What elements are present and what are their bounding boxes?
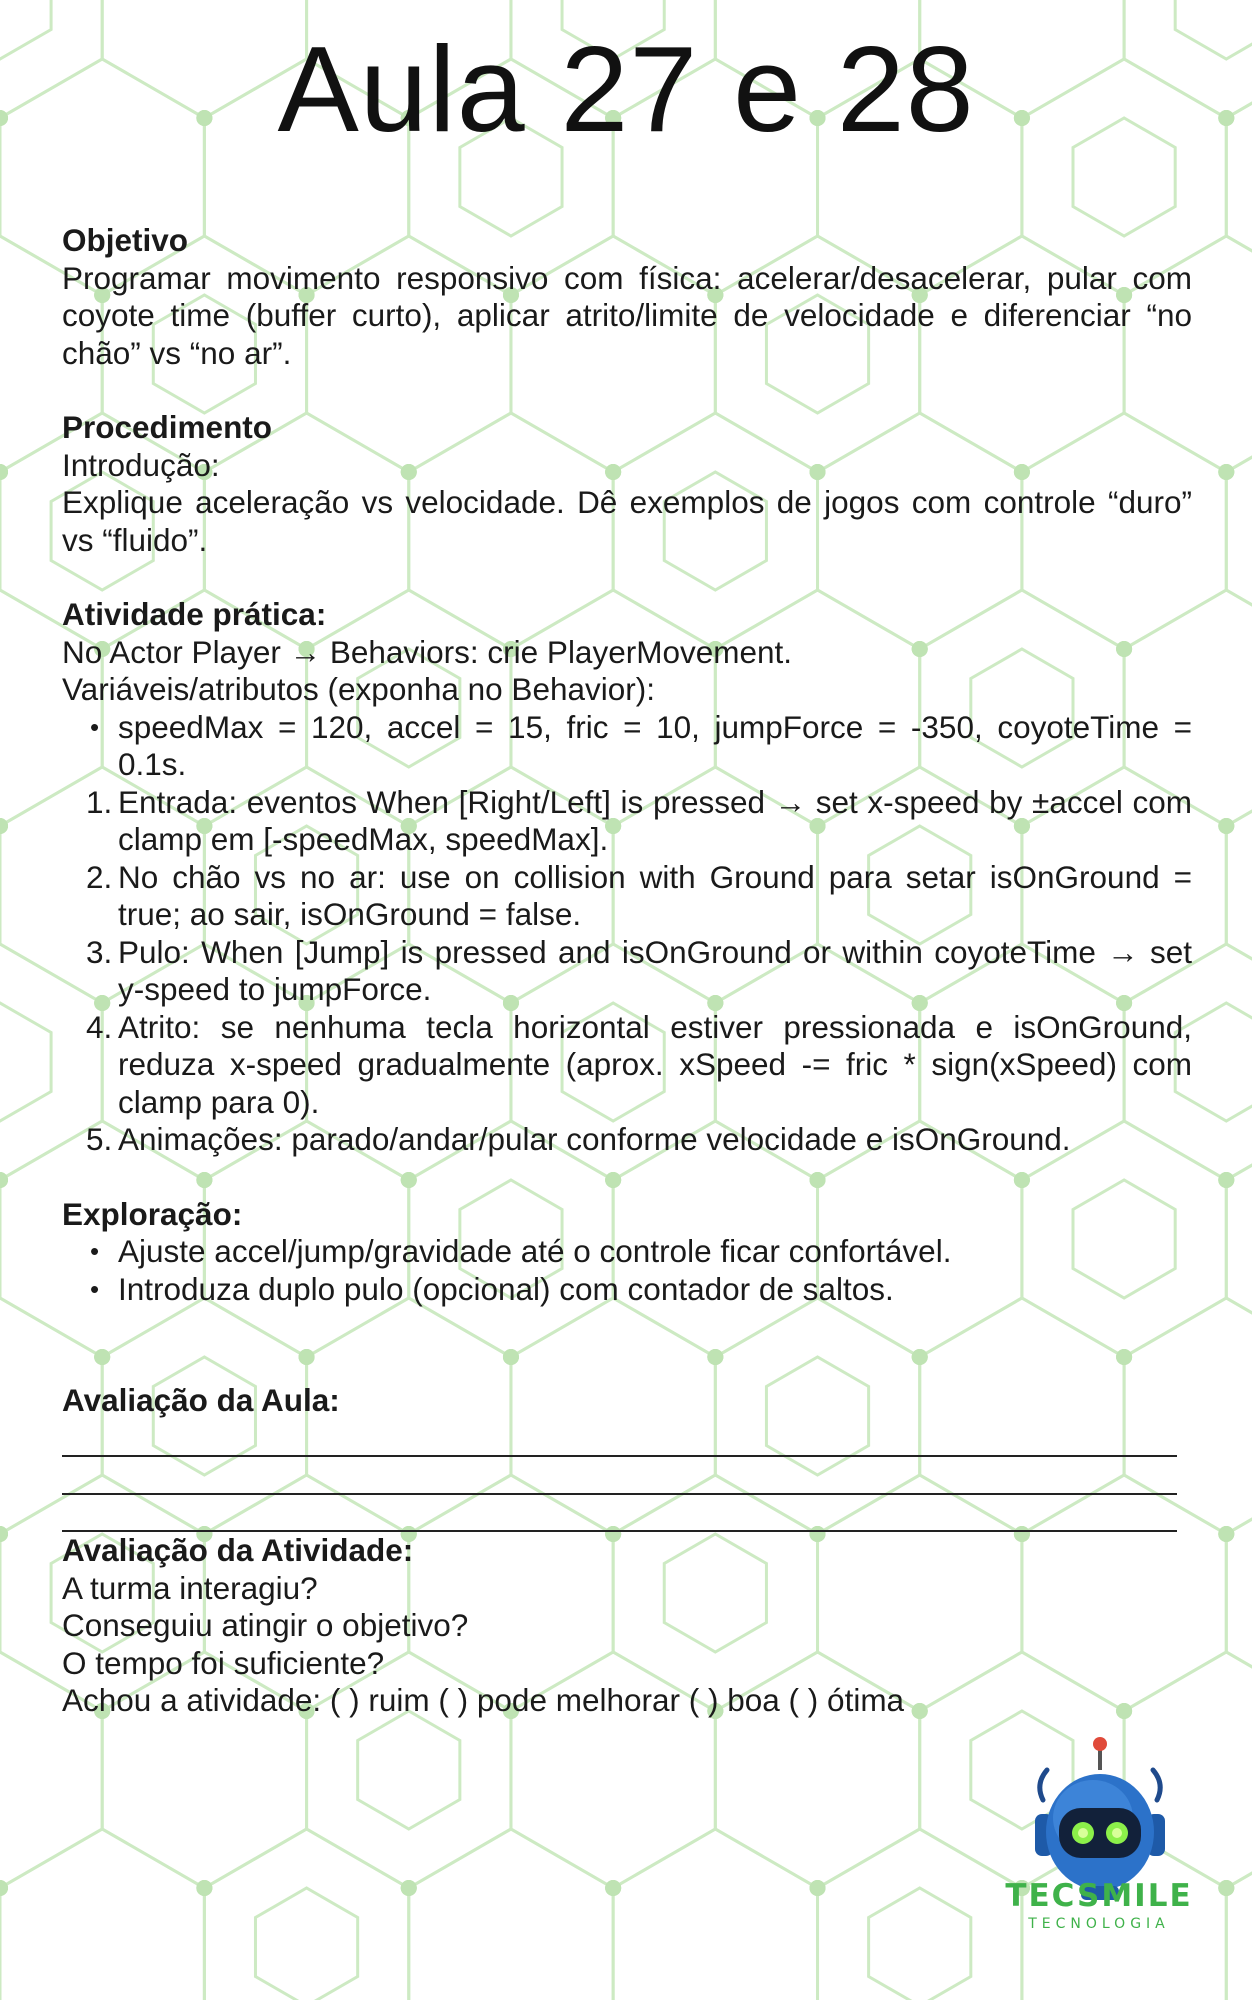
introducao-text: Explique aceleração vs velocidade. Dê exemplos de jogos com controle “duro” vs “fluido”. (62, 484, 1192, 558)
page-title: Aula 27 e 28 (277, 21, 975, 157)
step-text: No chão vs no ar: use on collision with Ground para setar isOnGround = true; ao sair, isOnGround = false. (118, 858, 1192, 932)
step-text: Entrada: eventos When [Right/Left] is pressed → set x-speed by ±accel com clamp em [-speedMax, speedMax]. (118, 783, 1192, 857)
exploracao-heading: Exploração: (62, 1195, 243, 1232)
step-number: 3. (86, 933, 113, 970)
list-item: • Introduza duplo pulo (opcional) com contador de saltos. (62, 1271, 1192, 1309)
objetivo-text: Programar movimento responsivo com física: acelerar/desacelerar, pular com coyote time (buffer curto), aplicar atrito/limite de velocidade e diferenciar “no chão” vs “no ar”. (62, 259, 1192, 371)
list-item: • Ajuste accel/jump/gravidade até o controle ficar confortável. (62, 1233, 1192, 1271)
steps-list (62, 784, 1192, 1159)
atividade-line-2: Variáveis/atributos (exponha no Behavior): (62, 671, 655, 707)
exploracao-list (62, 1233, 1192, 1308)
atividade-heading: Atividade prática: (62, 596, 327, 632)
step-text: Atrito: se nenhuma tecla horizontal estiver pressionada e isOnGround, reduza x-speed gradualmente (aprox. xSpeed -= fric * sign(xSpeed) com clamp para 0). (118, 1008, 1192, 1120)
step-item (62, 934, 1192, 1009)
step-number: 2. (86, 858, 113, 895)
step-number: 5. (86, 1121, 113, 1157)
atividade-line-1: No Actor Player → Behaviors: crie PlayerMovement. (62, 633, 793, 670)
lesson-content (62, 222, 1192, 1720)
logo-subtitle: TECNOLOGIA (1028, 1916, 1170, 1932)
answer-line[interactable] (62, 1495, 1177, 1533)
question-item: Achou a atividade: ( ) ruim ( ) pode melhorar ( ) boa ( ) ótima (62, 1682, 905, 1718)
answer-line[interactable] (62, 1420, 1177, 1458)
objetivo-heading: Objetivo (62, 222, 189, 258)
step-item (62, 859, 1192, 934)
step-number: 4. (86, 1008, 113, 1045)
question-item: Conseguiu atingir o objetivo? (62, 1607, 469, 1643)
answer-line[interactable] (62, 1457, 1177, 1495)
step-item (62, 1009, 1192, 1122)
question-item: O tempo foi suficiente? (62, 1644, 385, 1681)
avaliacao-aula-heading: Avaliação da Aula: (62, 1382, 340, 1418)
atributos-list (62, 709, 1192, 784)
step-item (62, 1121, 1192, 1159)
step-text: Animações: parado/andar/pular conforme velocidade e isOnGround. (118, 1121, 1071, 1157)
list-item: • speedMax = 120, accel = 15, fric = 10, jumpForce = -350, coyoteTime = 0.1s. (62, 709, 1192, 784)
introducao-label: Introdução: (62, 446, 220, 483)
step-number: 1. (86, 783, 113, 820)
step-text: Pulo: When [Jump] is pressed and isOnGround or within coyoteTime → set y-speed to jumpForce. (118, 933, 1192, 1007)
step-item (62, 784, 1192, 859)
logo-name: TECSMILE (1005, 1878, 1193, 1914)
question-item: A turma interagiu? (62, 1569, 318, 1606)
procedimento-heading: Procedimento (62, 409, 273, 445)
avaliacao-atividade-heading: Avaliação da Atividade: (62, 1532, 414, 1568)
